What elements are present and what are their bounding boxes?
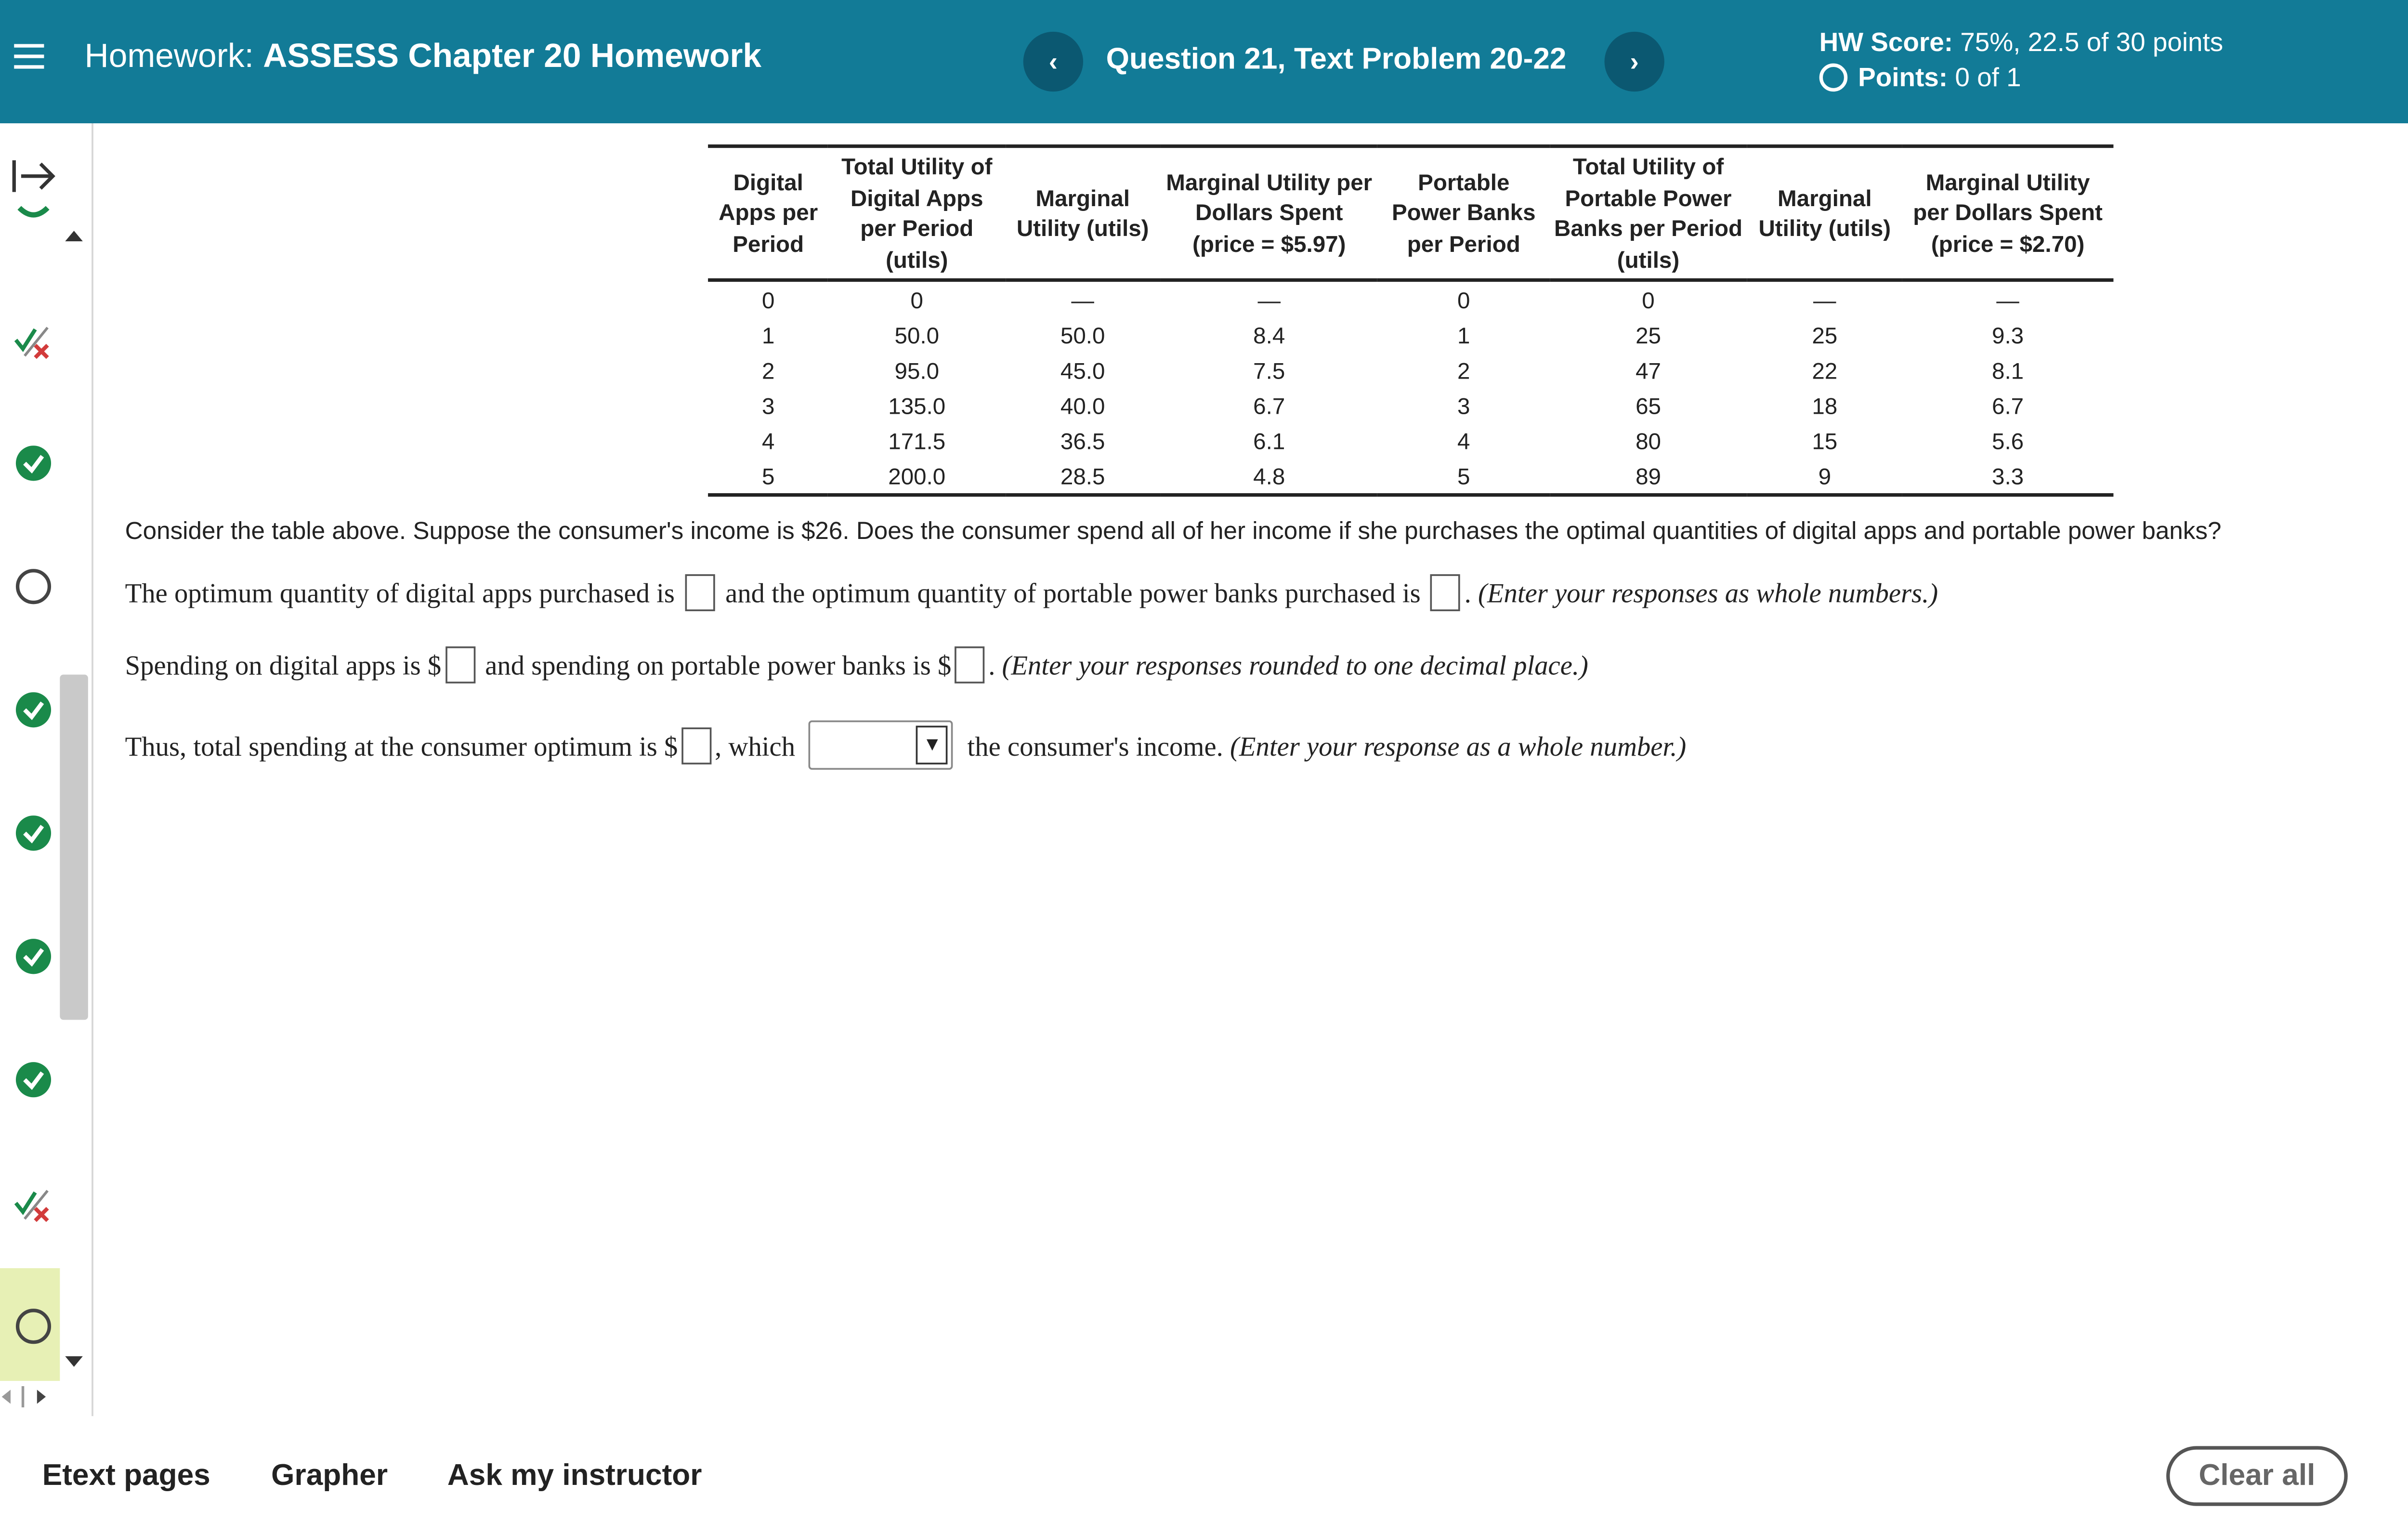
- unanswered-circle-icon[interactable]: [11, 564, 56, 609]
- score-panel: [1819, 26, 2224, 97]
- question-title: Question 21, Text Problem 20-22: [1106, 42, 1567, 76]
- line1-hint: (Enter your responses as whole numbers.): [1478, 579, 1938, 610]
- table-cell: 25: [1636, 321, 1662, 348]
- table-cell: 36.5: [1060, 427, 1105, 454]
- dropdown-arrow-icon[interactable]: ▼: [916, 726, 948, 764]
- ask-instructor-link[interactable]: Ask my instructor: [447, 1458, 702, 1492]
- apps-spending-input[interactable]: [445, 646, 475, 683]
- correct-check-icon[interactable]: [11, 810, 56, 856]
- line2-hint: (Enter your responses rounded to one decimal place.): [1002, 652, 1588, 682]
- table-cell: 80: [1636, 427, 1662, 454]
- table-cell: 95.0: [894, 356, 940, 383]
- table-cell: 0: [910, 286, 924, 313]
- table-cell: 2: [1457, 356, 1470, 383]
- line2-text-b: and spending on portable power banks is $: [485, 652, 952, 682]
- question-prompt: Consider the table above. Suppose the consumer's income is $26. Does the consumer spend all of her income if she purchases the optimal quantities of digital apps and portable power banks?: [125, 516, 2222, 545]
- top-header: [0, 0, 2408, 123]
- table-cell: 135.0: [888, 392, 946, 419]
- table-cell: 9.3: [1992, 321, 2024, 348]
- table-row: [708, 317, 2113, 352]
- table-cell: 65: [1636, 392, 1662, 419]
- table-cell: 5: [1457, 462, 1470, 489]
- homework-title-name: ASSESS Chapter 20 Homework: [263, 39, 762, 76]
- table-cell: 50.0: [894, 321, 940, 348]
- table-cell: 22: [1812, 356, 1838, 383]
- correct-check-icon[interactable]: [11, 440, 56, 486]
- header-total-utility-banks: Total Utility of Portable Power Banks per Period (utils): [1554, 153, 1743, 273]
- table-cell: —: [1071, 286, 1094, 313]
- table-cell: 1: [1457, 321, 1470, 348]
- power-banks-quantity-input[interactable]: [1431, 574, 1461, 611]
- table-cell: 28.5: [1060, 462, 1105, 489]
- table-row: [708, 352, 2113, 387]
- current-question-circle-icon[interactable]: [11, 1303, 56, 1349]
- points-circle-icon: [1819, 64, 1848, 92]
- table-cell: 89: [1636, 462, 1662, 489]
- rail-horizontal-scroll-icon[interactable]: [0, 1384, 56, 1409]
- clear-all-button[interactable]: Clear all: [2166, 1446, 2348, 1506]
- table-cell: —: [1257, 286, 1281, 313]
- line3-text-c: the consumer's income.: [967, 733, 1223, 763]
- table-cell: 40.0: [1060, 392, 1105, 419]
- apps-quantity-input[interactable]: [685, 574, 715, 611]
- partial-credit-icon[interactable]: [11, 1180, 56, 1226]
- table-row: [708, 423, 2113, 458]
- table-cell: 15: [1812, 427, 1838, 454]
- header-marginal-utility-banks: Marginal Utility (utils): [1758, 184, 1891, 242]
- rail-scrollbar-thumb[interactable]: [60, 675, 88, 1020]
- rail-scroll-up-icon[interactable]: [65, 231, 83, 241]
- table-cell: 171.5: [888, 427, 946, 454]
- table-cell: 50.0: [1060, 321, 1105, 348]
- table-cell: 200.0: [888, 462, 946, 489]
- table-cell: 4: [1457, 427, 1470, 454]
- line3-hint: (Enter your response as a whole number.): [1230, 733, 1687, 763]
- table-cell: 3.3: [1992, 462, 2024, 489]
- answer-line-spending: [125, 646, 1588, 683]
- table-cell: 18: [1812, 392, 1838, 419]
- correct-check-icon[interactable]: [11, 933, 56, 979]
- table-cell: 0: [1457, 286, 1470, 313]
- header-digital-apps: Digital Apps per Period: [719, 169, 818, 257]
- line2-text-c: .: [988, 652, 995, 682]
- partial-credit-icon[interactable]: [11, 317, 56, 363]
- answer-line-quantities: [125, 574, 1938, 611]
- table-cell: 45.0: [1060, 356, 1105, 383]
- homework-title: [85, 39, 762, 77]
- table-cell: 6.7: [1253, 392, 1285, 419]
- table-cell: 0: [1642, 286, 1655, 313]
- table-cell: 2: [761, 356, 775, 383]
- utility-table: [708, 144, 2113, 497]
- table-cell: 4.8: [1253, 462, 1285, 489]
- partial-credit-icon[interactable]: [11, 204, 56, 243]
- table-cell: 6.1: [1253, 427, 1285, 454]
- total-spending-input[interactable]: [681, 727, 711, 764]
- rail-scroll-down-icon[interactable]: [65, 1356, 83, 1367]
- etext-pages-link[interactable]: Etext pages: [42, 1458, 210, 1492]
- line3-text-a: Thus, total spending at the consumer optimum is $: [125, 733, 678, 763]
- table-cell: 3: [761, 392, 775, 419]
- header-total-utility-apps: Total Utility of Digital Apps per Period (utils): [841, 153, 993, 273]
- table-row: [708, 388, 2113, 423]
- header-mu-per-dollar-banks: Marginal Utility per Dollars Spent (price = $2.70): [1913, 169, 2103, 257]
- line3-text-b: , which: [715, 733, 796, 763]
- table-row: [708, 280, 2113, 317]
- table-cell: 6.7: [1992, 392, 2024, 419]
- grapher-link[interactable]: Grapher: [271, 1458, 388, 1492]
- table-cell: 5: [761, 462, 775, 489]
- table-cell: 9: [1818, 462, 1832, 489]
- header-power-banks: Portable Power Banks per Period: [1391, 169, 1536, 257]
- correct-check-icon[interactable]: [11, 1057, 56, 1102]
- points-value: 0 of 1: [1955, 63, 2021, 93]
- table-cell: 5.6: [1992, 427, 2024, 454]
- table-cell: 3: [1457, 392, 1470, 419]
- previous-question-button[interactable]: ‹: [1023, 32, 1083, 92]
- correct-check-icon[interactable]: [11, 687, 56, 733]
- header-marginal-utility-apps: Marginal Utility (utils): [1016, 184, 1149, 242]
- table-header-row: [708, 146, 2113, 280]
- comparison-dropdown[interactable]: [809, 721, 954, 770]
- line1-text-a: The optimum quantity of digital apps purchased is: [125, 579, 675, 610]
- table-cell: 1: [761, 321, 775, 348]
- hw-score-label: HW Score:: [1819, 28, 1953, 58]
- table-row: [708, 458, 2113, 495]
- homework-title-prefix: Homework:: [84, 39, 254, 76]
- table-cell: 0: [761, 286, 775, 313]
- table-cell: 7.5: [1253, 356, 1285, 383]
- hw-score-value: 75%, 22.5 of 30 points: [1960, 28, 2224, 58]
- table-cell: 25: [1812, 321, 1838, 348]
- table-cell: 47: [1636, 356, 1662, 383]
- rail-divider: [92, 123, 93, 1416]
- line1-text-c: .: [1464, 579, 1471, 610]
- expand-panel-icon[interactable]: [11, 155, 56, 197]
- line2-text-a: Spending on digital apps is $: [125, 652, 442, 682]
- table-cell: 4: [761, 427, 775, 454]
- power-banks-spending-input[interactable]: [955, 646, 985, 683]
- line1-text-b: and the optimum quantity of portable power banks purchased is: [725, 579, 1421, 610]
- table-cell: —: [1813, 286, 1836, 313]
- header-mu-per-dollar-apps: Marginal Utility per Dollars Spent (price = $5.97): [1166, 169, 1373, 257]
- table-cell: 8.1: [1992, 356, 2024, 383]
- answer-line-total: [125, 721, 1687, 770]
- table-cell: 8.4: [1253, 321, 1285, 348]
- points-label: Points:: [1858, 63, 1948, 93]
- next-question-button[interactable]: ›: [1605, 32, 1664, 92]
- menu-icon[interactable]: [14, 44, 44, 68]
- table-cell: —: [1996, 286, 2019, 313]
